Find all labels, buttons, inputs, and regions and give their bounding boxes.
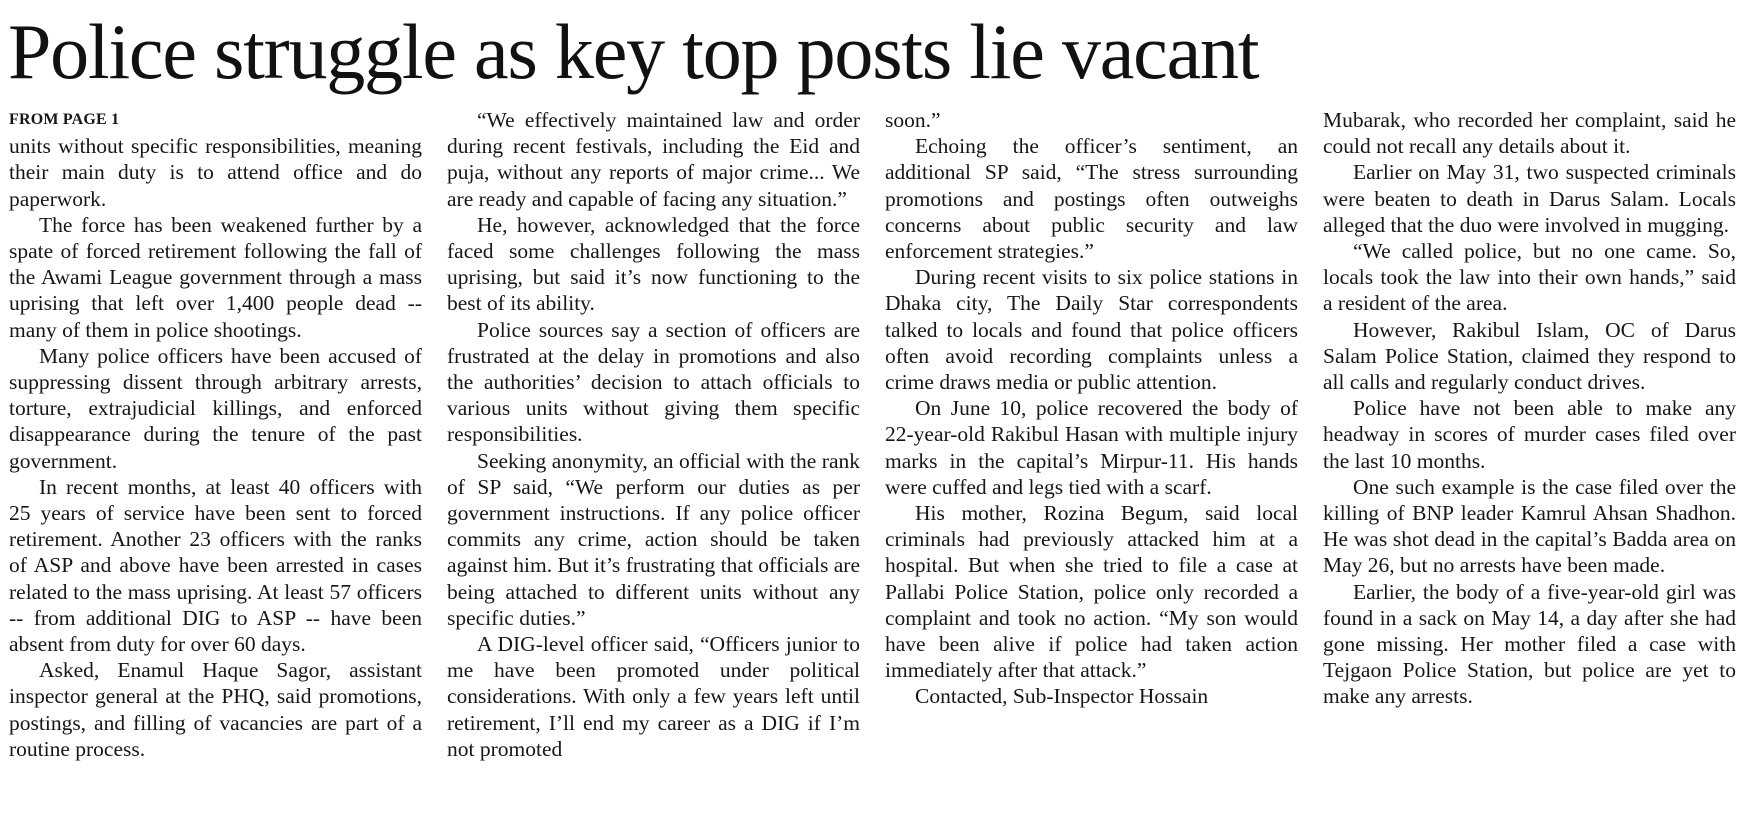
paragraph: One such example is the case filed over the killing of BNP leader Kamrul Ahsan Shadhon. He was shot dead in the capital’s Badda area on May 26, but no arrests have been made.	[1323, 474, 1736, 578]
paragraph: soon.”	[885, 108, 941, 132]
headline: Police struggle as key top posts lie vacant	[8, 8, 1259, 95]
paragraph: Contacted, Sub-Inspector Hossain	[915, 684, 1209, 709]
paragraph: Police sources say a section of officers are frustrated at the delay in promotions and also the authorities’ decision to attach officials to various units without giving them specific responsibilities.	[447, 317, 860, 447]
paragraph: He, however, acknowledged that the force faced some challenges following the mass uprising, but said it’s now functioning to the best of its ability.	[447, 212, 860, 316]
paragraph: During recent visits to six police stations in Dhaka city, The Daily Star correspondents talked to locals and found that police officers often avoid recording complaints unless a crime draws media or public attention.	[885, 265, 1298, 395]
paragraph: Seeking anonymity, an official with the rank of SP said, “We perform our duties as per government instructions. If any police officer commits any crime, action should be taken against him. But it’s frustrating that officials are being attached to different units without any specific duties.”	[447, 448, 860, 630]
paragraph: Mubarak, who recorded her complaint, said he could not recall any details about it.	[1323, 108, 1736, 159]
paragraph: However, Rakibul Islam, OC of Darus Salam Police Station, claimed they respond to all calls and regularly conduct drives.	[1323, 317, 1736, 395]
paragraph: Earlier on May 31, two suspected criminals were beaten to death in Darus Salam. Locals alleged that the duo were involved in mugging.	[1323, 160, 1736, 237]
kicker-from-page: FROM PAGE 1	[9, 111, 120, 128]
paragraph: In recent months, at least 40 officers with 25 years of service have been sent to forced retirement. Another 23 officers with the ranks of ASP and above have been arrested in cases related to the mass uprising. At least 57 officers -- from additional DIG to ASP -- have been absent from duty for over 60 days.	[9, 474, 422, 657]
article-column-3	[885, 107, 1298, 825]
article-column-1	[9, 107, 422, 825]
paragraph: Police have not been able to make any headway in scores of murder cases filed over the last 10 months.	[1323, 396, 1736, 473]
paragraph: On June 10, police recovered the body of 22-year-old Rakibul Hasan with multiple injury marks in the capital’s Mirpur-11. His hands were cuffed and legs tied with a scarf.	[885, 396, 1298, 499]
paragraph: A DIG-level officer said, “Officers junior to me have been promoted under political considerations. With only a few years left until retirement, I’ll end my career as a DIG if I’m not promoted	[447, 632, 860, 761]
paragraph: units without specific responsibilities, meaning their main duty is to attend office and do paperwork.	[9, 134, 422, 211]
article-body	[9, 107, 1736, 825]
paragraph: Earlier, the body of a five-year-old girl was found in a sack on May 14, a day after she had gone missing. Her mother filed a case with Tejgaon Police Station, but police are yet to make any arrests.	[1323, 579, 1736, 709]
article-column-2	[447, 107, 860, 825]
paragraph: “We effectively maintained law and order during recent festivals, including the Eid and puja, without any reports of major crime... We are ready and capable of facing any situation.”	[447, 108, 860, 211]
paragraph: “We called police, but no one came. So, locals took the law into their own hands,” said a resident of the area.	[1323, 239, 1736, 316]
paragraph: Asked, Enamul Haque Sagor, assistant inspector general at the PHQ, said promotions, postings, and filling of vacancies are part of a routine process.	[9, 658, 422, 761]
paragraph: His mother, Rozina Begum, said local criminals had previously attacked him at a hospital. But when she tried to file a case at Pallabi Police Station, police only recorded a complaint and took no action. “My son would have been alive if police had taken action immediately after that attack.”	[885, 501, 1298, 683]
article-column-4	[1323, 107, 1736, 825]
paragraph: Many police officers have been accused of suppressing dissent through arbitrary arrests, torture, extrajudicial killings, and enforced disappearance during the tenure of the past government.	[9, 343, 422, 473]
paragraph: The force has been weakened further by a spate of forced retirement following the fall of the Awami League government through a mass uprising that left over 1,400 people dead -- many of them in police shootings.	[9, 212, 422, 342]
paragraph: Echoing the officer’s sentiment, an additional SP said, “The stress surrounding promotions and postings often outweighs concerns about public security and law enforcement strategies.”	[885, 134, 1298, 264]
